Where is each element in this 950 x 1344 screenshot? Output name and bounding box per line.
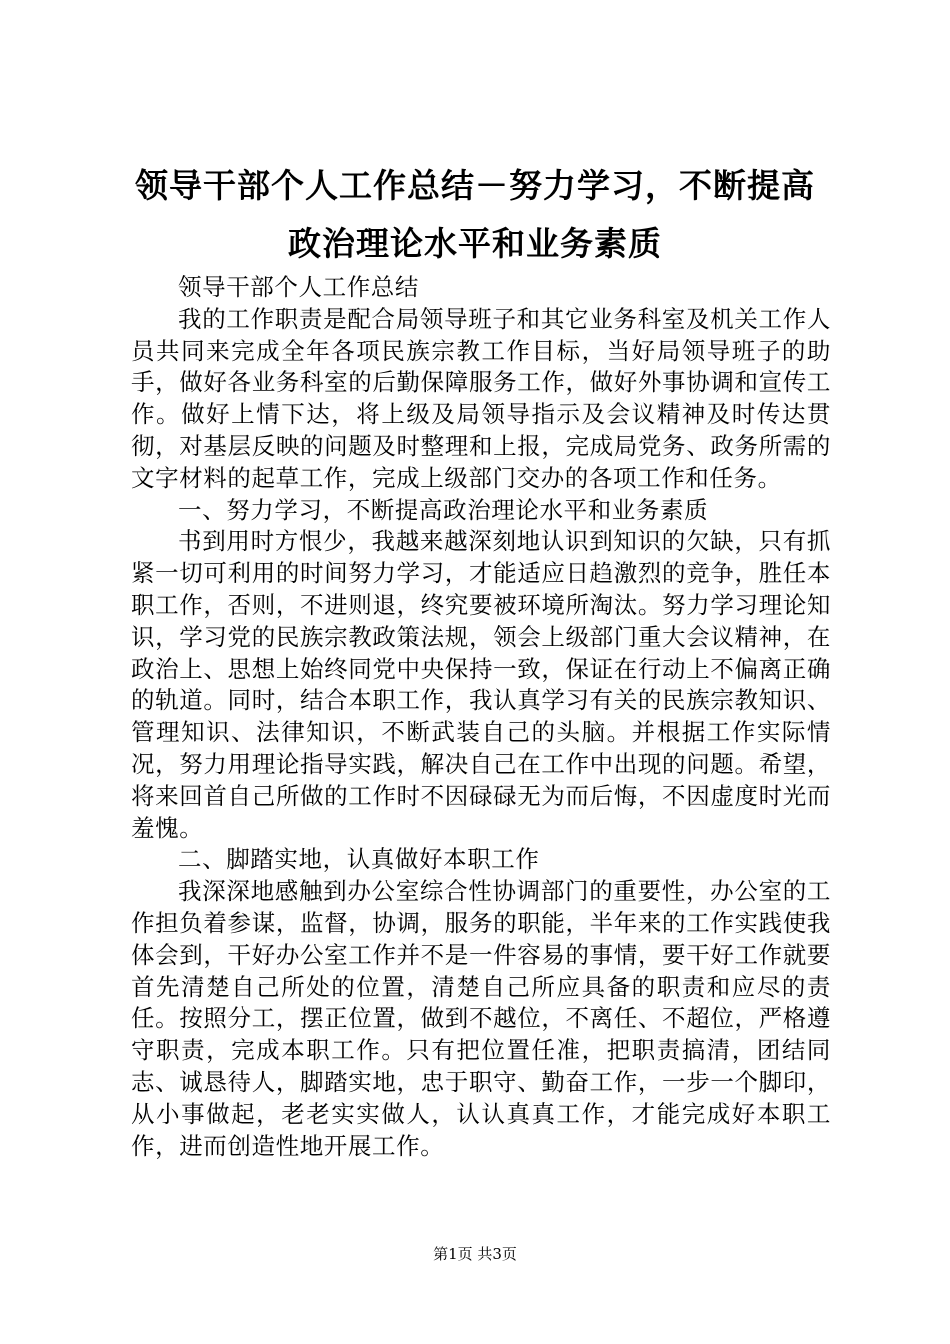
section-heading: 一、努力学习，不断提高政治理论水平和业务素质 (178, 495, 709, 524)
page-number-footer: 第1页 共3页 (433, 1245, 517, 1263)
document-body (131, 272, 831, 1162)
document-title-line-2: 政治理论水平和业务素质 (288, 224, 662, 263)
document-title-line-1: 领导干部个人工作总结－努力学习，不断提高 (135, 166, 815, 205)
subtitle-paragraph: 领导干部个人工作总结 (178, 273, 419, 301)
body-paragraph: 我深深地感触到办公室综合性协调部门的重要性，办公室的工作担负着参谋，监督，协调，服务的职能，半年来的工作实践使我体会到，干好办公室工作并不是一件容易的事情，要干好工作就要首先清楚自己所处的位置，清楚自己所应具备的职责和应尽的责任。按照分工，摆正位置，做到不越位，不离任、不超位，严格遵守职责，完成本职工作。只有把位置任准，把职责搞清，团结同志、诚恳待人，脚踏实地，忠于职守、勤奋工作，一步一个脚印，从小事做起，老老实实做人，认认真真工作，才能完成好本职工作，进而创造性地开展工作。 (131, 877, 831, 1160)
body-paragraph: 书到用时方恨少，我越来越深刻地认识到知识的欠缺，只有抓紧一切可利用的时间努力学习，才能适应日趋激烈的竞争，胜任本职工作，否则，不进则退，终究要被环境所淘汰。努力学习理论知识，学习党的民族宗教政策法规，领会上级部门重大会议精神，在政治上、思想上始终同党中央保持一致，保证在行动上不偏离正确的轨道。同时，结合本职工作，我认真学习有关的民族宗教知识、管理知识、法律知识，不断武装自己的头脑。并根据工作实际情况，努力用理论指导实践，解决自己在工作中出现的问题。希望，将来回首自己所做的工作时不因碌碌无为而后悔，不因虚度时光而羞愧。 (131, 527, 831, 842)
body-paragraph: 我的工作职责是配合局领导班子和其它业务科室及机关工作人员共同来完成全年各项民族宗教工作目标，当好局领导班子的助手，做好各业务科室的后勤保障服务工作，做好外事协调和宣传工作。做好上情下达，将上级及局领导指示及会议精神及时传达贯彻，对基层反映的问题及时整理和上报，完成局党务、政务所需的文字材料的起草工作，完成上级部门交办的各项工作和任务。 (131, 304, 831, 492)
section-heading: 二、脚踏实地，认真做好本职工作 (178, 845, 540, 874)
